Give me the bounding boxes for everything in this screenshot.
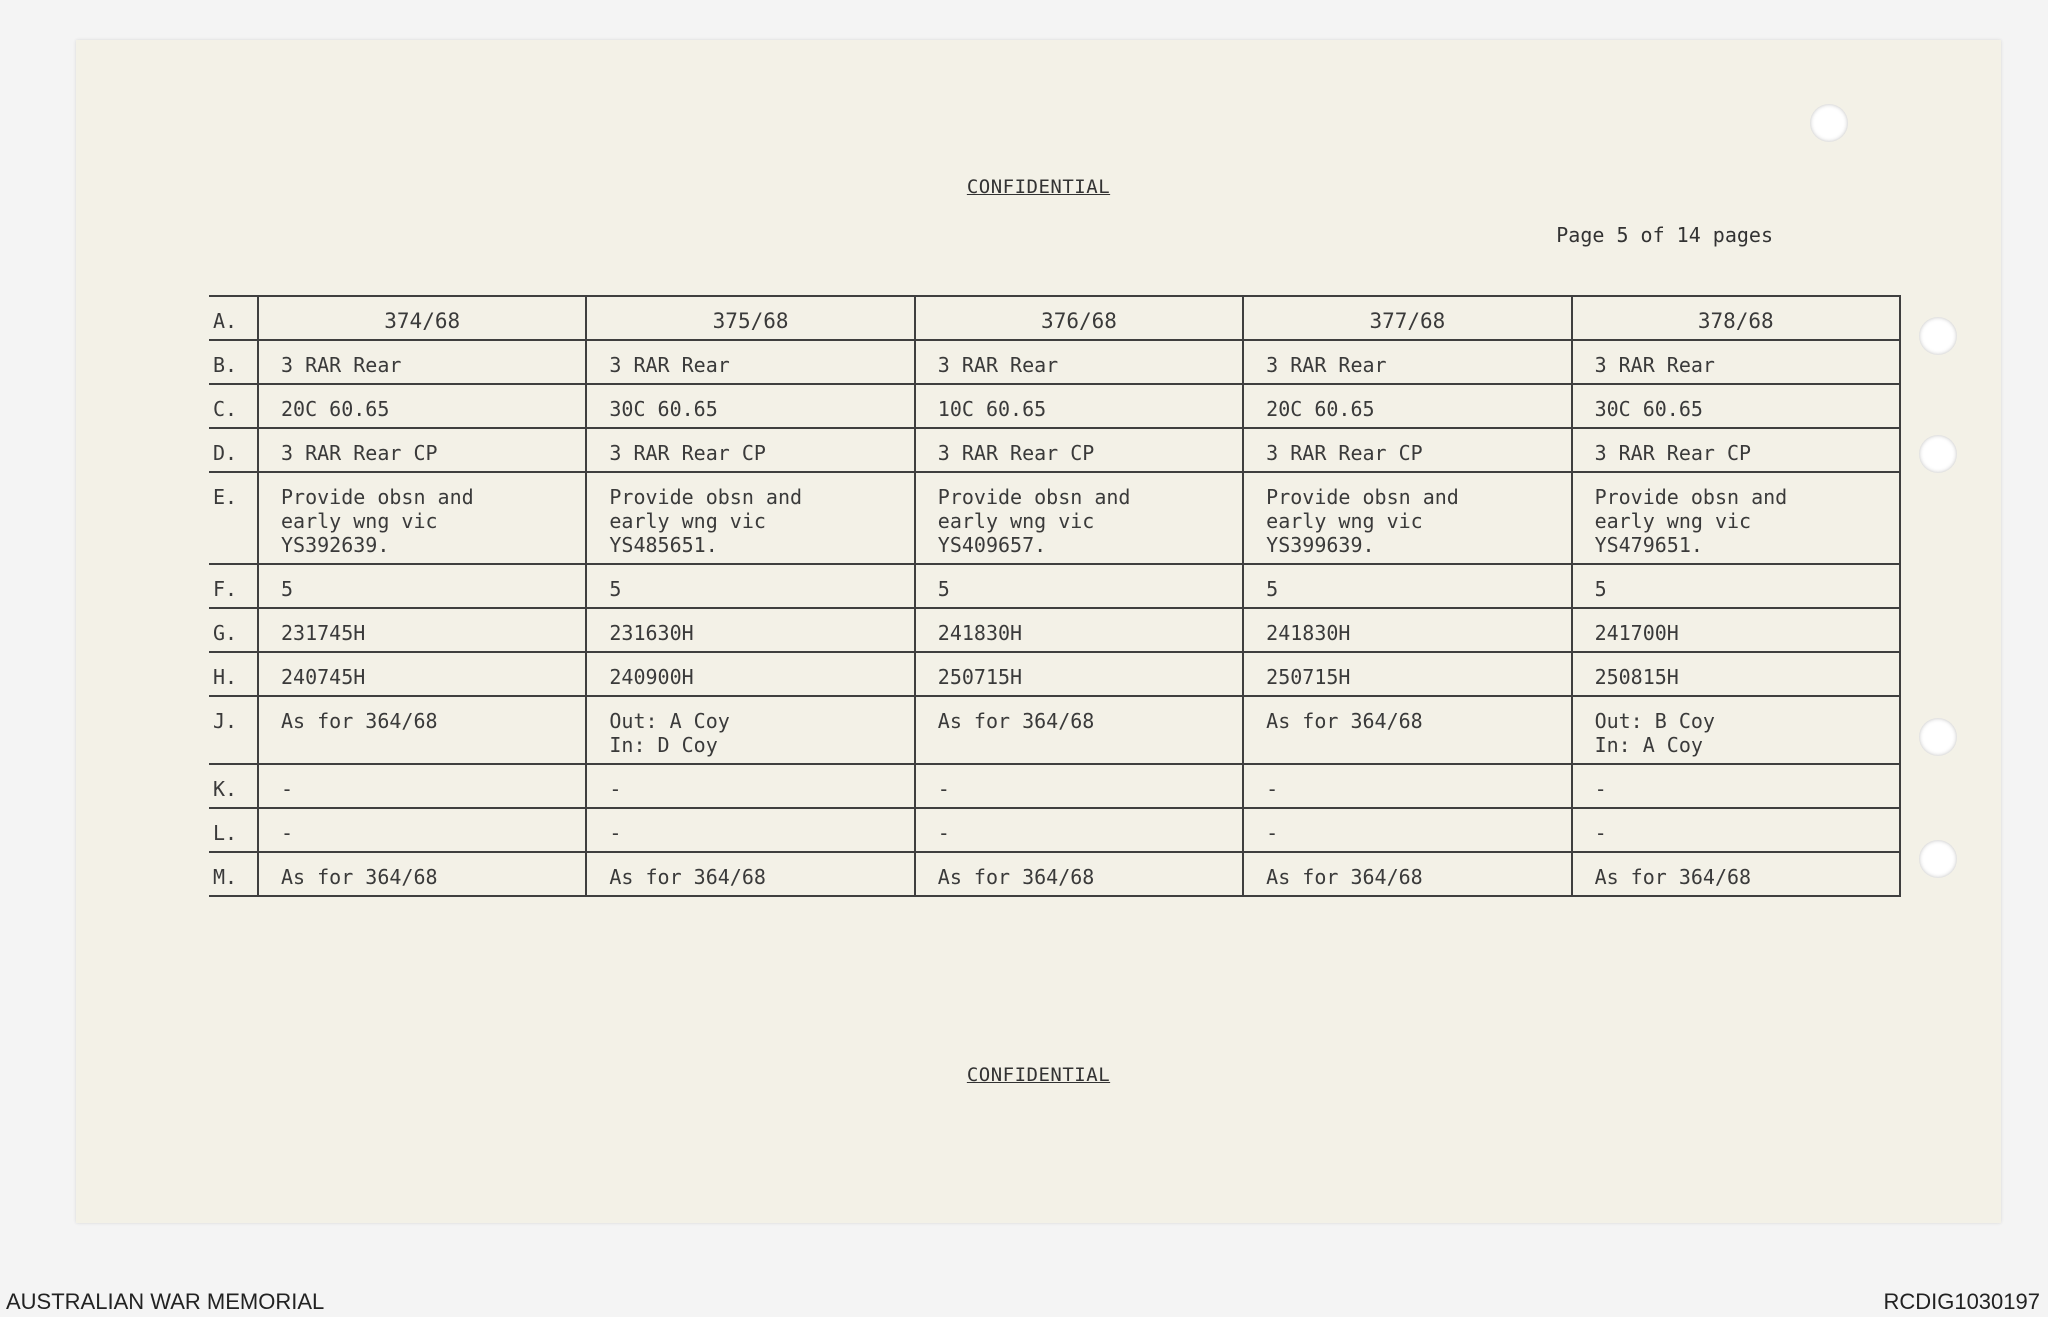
table-cell: - (586, 764, 914, 808)
table-cell: 30C 60.65 (586, 384, 914, 428)
table-cell: 240745H (258, 652, 586, 696)
confidential-footer: CONFIDENTIAL (966, 1064, 1111, 1086)
row-key: J. (209, 696, 258, 764)
table-cell: 3 RAR Rear CP (915, 428, 1243, 472)
table-cell: 231745H (258, 608, 586, 652)
table-row (209, 564, 1900, 608)
task-table (209, 295, 1901, 897)
table-cell: - (1243, 764, 1571, 808)
table-cell: 20C 60.65 (258, 384, 586, 428)
table-cell: - (258, 808, 586, 852)
institution-label: AUSTRALIAN WAR MEMORIAL (6, 1289, 325, 1314)
table-cell: - (1572, 808, 1900, 852)
table-cell: As for 364/68 (1243, 696, 1571, 764)
table-cell: 3 RAR Rear (258, 340, 586, 384)
table-row (209, 340, 1900, 384)
table-cell: As for 364/68 (915, 696, 1243, 764)
punch-hole (1919, 718, 1957, 756)
row-key: A. (209, 296, 258, 340)
table-row (209, 808, 1900, 852)
table-cell: 10C 60.65 (915, 384, 1243, 428)
table-cell: 3 RAR Rear CP (258, 428, 586, 472)
table-cell: 241700H (1572, 608, 1900, 652)
table-row (209, 696, 1900, 764)
column-header: 377/68 (1243, 296, 1571, 340)
table-cell: 231630H (586, 608, 914, 652)
table-cell: As for 364/68 (1572, 852, 1900, 896)
punch-hole (1919, 317, 1957, 355)
table-row (209, 296, 1900, 340)
punch-hole (1810, 104, 1848, 142)
punch-hole (1919, 840, 1957, 878)
row-key: M. (209, 852, 258, 896)
table-cell: 3 RAR Rear (1572, 340, 1900, 384)
row-key: L. (209, 808, 258, 852)
table-cell: 5 (1243, 564, 1571, 608)
table-cell: 250715H (1243, 652, 1571, 696)
table-cell: 3 RAR Rear (586, 340, 914, 384)
table-cell: Out: A Coy In: D Coy (586, 696, 914, 764)
table-row (209, 852, 1900, 896)
table-cell: Provide obsn and early wng vic YS409657. (915, 472, 1243, 564)
row-key: K. (209, 764, 258, 808)
table-cell: - (586, 808, 914, 852)
column-header: 376/68 (915, 296, 1243, 340)
table-cell: 250715H (915, 652, 1243, 696)
table-cell: - (915, 808, 1243, 852)
row-key: F. (209, 564, 258, 608)
table-cell: 30C 60.65 (1572, 384, 1900, 428)
table-cell: Provide obsn and early wng vic YS399639. (1243, 472, 1571, 564)
table-cell: 3 RAR Rear CP (1243, 428, 1571, 472)
table-row (209, 428, 1900, 472)
row-key: G. (209, 608, 258, 652)
column-header: 374/68 (258, 296, 586, 340)
row-key: C. (209, 384, 258, 428)
row-key: B. (209, 340, 258, 384)
table-cell: As for 364/68 (1243, 852, 1571, 896)
table-cell: 3 RAR Rear (915, 340, 1243, 384)
table-row (209, 764, 1900, 808)
row-key: H. (209, 652, 258, 696)
table-row (209, 472, 1900, 564)
table-row (209, 652, 1900, 696)
table-cell: Out: B Coy In: A Coy (1572, 696, 1900, 764)
table-cell: As for 364/68 (258, 852, 586, 896)
table-cell: 250815H (1572, 652, 1900, 696)
table-cell: 3 RAR Rear (1243, 340, 1571, 384)
confidential-header: CONFIDENTIAL (966, 176, 1111, 198)
table-cell: 241830H (1243, 608, 1571, 652)
document-page (76, 40, 2001, 1223)
catalog-id: RCDIG1030197 (1883, 1289, 2040, 1314)
table-cell: 20C 60.65 (1243, 384, 1571, 428)
table-cell: 3 RAR Rear CP (586, 428, 914, 472)
table-cell: 3 RAR Rear CP (1572, 428, 1900, 472)
table-cell: Provide obsn and early wng vic YS479651. (1572, 472, 1900, 564)
table-cell: 5 (915, 564, 1243, 608)
column-header: 378/68 (1572, 296, 1900, 340)
table-cell: 5 (258, 564, 586, 608)
table-cell: As for 364/68 (258, 696, 586, 764)
table-cell: 5 (1572, 564, 1900, 608)
table-cell: 240900H (586, 652, 914, 696)
page-number: Page 5 of 14 pages (1556, 223, 1773, 247)
table-cell: - (258, 764, 586, 808)
table-cell: - (1243, 808, 1571, 852)
table-row (209, 384, 1900, 428)
table-cell: Provide obsn and early wng vic YS485651. (586, 472, 914, 564)
row-key: D. (209, 428, 258, 472)
column-header: 375/68 (586, 296, 914, 340)
punch-hole (1919, 435, 1957, 473)
table-cell: As for 364/68 (915, 852, 1243, 896)
table-cell: As for 364/68 (586, 852, 914, 896)
table-cell: Provide obsn and early wng vic YS392639. (258, 472, 586, 564)
table-cell: - (1572, 764, 1900, 808)
table-cell: 241830H (915, 608, 1243, 652)
table-cell: 5 (586, 564, 914, 608)
table-row (209, 608, 1900, 652)
table-cell: - (915, 764, 1243, 808)
row-key: E. (209, 472, 258, 564)
